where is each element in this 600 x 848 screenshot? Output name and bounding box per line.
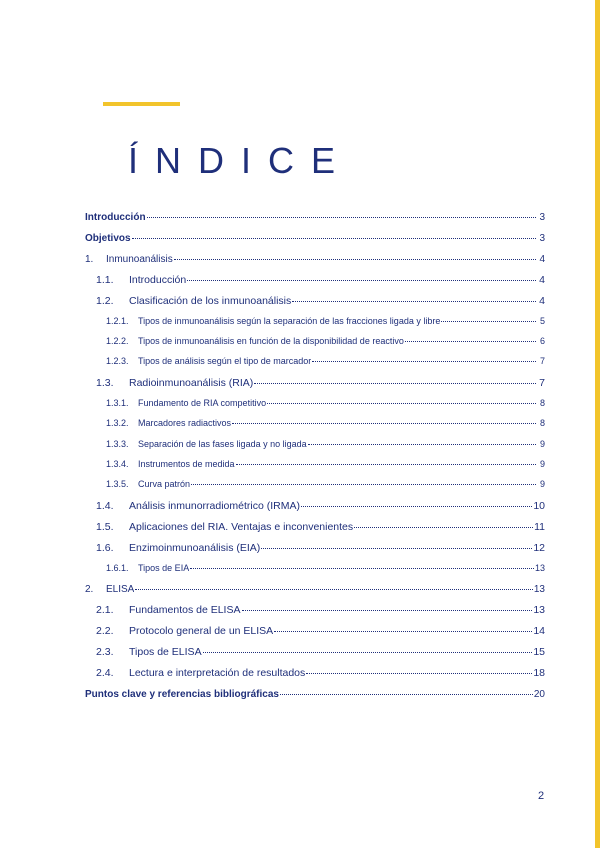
toc-entry-label: ELISA	[106, 584, 135, 596]
toc-entry-page: 6	[539, 336, 545, 347]
toc-entry-label: Introducción	[85, 211, 146, 223]
toc-entry-page: 7	[539, 356, 545, 367]
toc-dot-leader	[203, 644, 533, 654]
toc-entry[interactable]	[85, 688, 545, 709]
toc-dot-leader	[306, 665, 532, 675]
toc-entry[interactable]	[85, 376, 545, 397]
toc-entry[interactable]	[85, 335, 545, 355]
table-of-contents	[85, 210, 545, 709]
toc-dot-leader	[354, 518, 533, 528]
toc-entry[interactable]	[85, 273, 545, 294]
toc-entry-label: Marcadores radiactivos	[138, 418, 232, 429]
toc-entry-label: Enzimoinmunoanálisis (EIA)	[129, 542, 261, 555]
toc-entry-page: 9	[539, 458, 545, 469]
toc-entry[interactable]	[85, 541, 545, 562]
toc-entry-page: 5	[539, 315, 545, 326]
toc-entry-label: Análisis inmunorradiométrico (IRMA)	[129, 500, 300, 513]
toc-entry[interactable]	[85, 667, 545, 688]
toc-dot-leader	[308, 436, 536, 445]
toc-entry-number: 1.3.	[96, 377, 114, 390]
toc-entry-page: 7	[539, 377, 545, 390]
toc-entry-number: 1.3.4.	[106, 458, 129, 469]
toc-entry-label: Lectura e interpretación de resultados	[129, 667, 306, 680]
toc-dot-leader	[312, 354, 536, 363]
toc-entry-label: Radioinmunoanálisis (RIA)	[129, 377, 254, 390]
toc-dot-leader	[135, 581, 533, 591]
toc-entry-number: 2.2.	[96, 625, 114, 638]
toc-entry[interactable]	[85, 315, 545, 335]
toc-entry-number: 1.2.2.	[106, 336, 129, 347]
toc-entry[interactable]	[85, 458, 545, 478]
toc-dot-leader	[147, 208, 536, 218]
toc-entry-page: 13	[534, 562, 545, 573]
toc-entry-number: 1.3.2.	[106, 418, 129, 429]
toc-entry-page: 3	[539, 232, 545, 244]
toc-entry-label: Tipos de inmunoanálisis según la separación de las fracciones ligada y libre	[138, 315, 441, 326]
toc-dot-leader	[132, 229, 536, 239]
toc-entry-number: 1.2.1.	[106, 315, 129, 326]
toc-entry[interactable]	[85, 562, 545, 582]
toc-entry-label: Clasificación de los inmunoanálisis	[129, 294, 292, 307]
toc-dot-leader	[187, 271, 536, 281]
toc-entry-label: Objetivos	[85, 232, 131, 244]
toc-dot-leader	[405, 333, 536, 342]
toc-entry[interactable]	[85, 356, 545, 376]
toc-entry-page: 8	[539, 397, 545, 408]
toc-entry-label: Puntos clave y referencias bibliográficas	[85, 689, 279, 701]
toc-entry-label: Tipos de análisis según el tipo de marcador	[138, 356, 312, 367]
toc-entry[interactable]	[85, 604, 545, 625]
toc-dot-leader	[190, 560, 534, 569]
toc-dot-leader	[236, 456, 536, 465]
toc-entry-page: 13	[533, 604, 545, 617]
toc-entry-page: 4	[539, 253, 545, 265]
toc-entry-page: 4	[539, 273, 545, 286]
toc-dot-leader	[254, 374, 536, 384]
toc-entry-page: 12	[533, 542, 545, 555]
toc-entry-page: 4	[539, 294, 545, 307]
toc-entry-number: 1.	[85, 253, 94, 265]
side-accent-stripe	[595, 0, 600, 848]
toc-entry[interactable]	[85, 625, 545, 646]
toc-entry-page: 3	[539, 211, 545, 223]
toc-dot-leader	[301, 497, 532, 507]
toc-dot-leader	[280, 686, 533, 696]
toc-entry[interactable]	[85, 294, 545, 315]
toc-entry-page: 9	[539, 479, 545, 490]
toc-entry-number: 2.	[85, 584, 94, 596]
toc-entry-number: 2.3.	[96, 646, 114, 659]
toc-dot-leader	[274, 623, 532, 633]
toc-entry-page: 13	[533, 584, 545, 596]
toc-entry[interactable]	[85, 520, 545, 541]
toc-entry-number: 1.4.	[96, 500, 114, 513]
toc-entry-number: 1.6.	[96, 542, 114, 555]
toc-entry-number: 1.6.1.	[106, 562, 129, 573]
toc-dot-leader	[267, 395, 536, 404]
toc-dot-leader	[191, 477, 536, 486]
toc-entry[interactable]	[85, 210, 545, 231]
toc-entry-number: 2.4.	[96, 667, 114, 680]
toc-entry-label: Introducción	[129, 273, 187, 286]
toc-entry[interactable]	[85, 583, 545, 604]
toc-dot-leader	[174, 250, 536, 260]
toc-entry-number: 2.1.	[96, 604, 114, 617]
toc-entry-label: Tipos de ELISA	[129, 646, 202, 659]
page-title: ÍNDICE	[128, 140, 353, 181]
toc-entry-label: Separación de las fases ligada y no ligada	[138, 438, 307, 449]
toc-entry-page: 8	[539, 418, 545, 429]
toc-entry-label: Tipos de EIA	[138, 562, 190, 573]
toc-entry-label: Protocolo general de un ELISA	[129, 625, 274, 638]
title-accent-bar	[103, 102, 180, 106]
toc-entry-page: 9	[539, 438, 545, 449]
toc-dot-leader	[441, 313, 536, 322]
toc-entry-page: 18	[533, 667, 545, 680]
toc-entry-number: 1.5.	[96, 521, 114, 534]
toc-entry[interactable]	[85, 397, 545, 417]
toc-dot-leader	[242, 602, 533, 612]
toc-entry-number: 1.3.1.	[106, 397, 129, 408]
toc-entry[interactable]	[85, 231, 545, 252]
toc-entry-label: Aplicaciones del RIA. Ventajas e inconvenientes	[129, 521, 354, 534]
toc-entry-number: 1.2.	[96, 294, 114, 307]
toc-dot-leader	[292, 292, 536, 302]
toc-entry-number: 1.1.	[96, 273, 114, 286]
toc-entry-label: Tipos de inmunoanálisis en función de la disponibilidad de reactivo	[138, 336, 404, 347]
toc-entry-label: Fundamento de RIA competitivo	[138, 397, 267, 408]
toc-entry-page: 10	[533, 500, 545, 513]
toc-entry-page: 15	[533, 646, 545, 659]
toc-entry-page: 14	[533, 625, 545, 638]
toc-entry-number: 1.3.5.	[106, 479, 129, 490]
toc-entry-number: 1.2.3.	[106, 356, 129, 367]
toc-entry-label: Inmunoanálisis	[106, 253, 173, 265]
toc-entry-number: 1.3.3.	[106, 438, 129, 449]
toc-entry[interactable]	[85, 499, 545, 520]
toc-entry[interactable]	[85, 438, 545, 458]
toc-entry[interactable]	[85, 479, 545, 499]
page-number: 2	[538, 790, 545, 802]
toc-entry-label: Instrumentos de medida	[138, 458, 235, 469]
toc-entry-page: 11	[534, 521, 545, 534]
toc-entry-page: 20	[533, 689, 545, 701]
toc-dot-leader	[261, 539, 532, 549]
toc-entry-label: Curva patrón	[138, 479, 191, 490]
toc-entry-label: Fundamentos de ELISA	[129, 604, 241, 617]
toc-dot-leader	[232, 416, 536, 425]
toc-entry[interactable]	[85, 646, 545, 667]
toc-entry[interactable]	[85, 252, 545, 273]
toc-entry[interactable]	[85, 418, 545, 438]
